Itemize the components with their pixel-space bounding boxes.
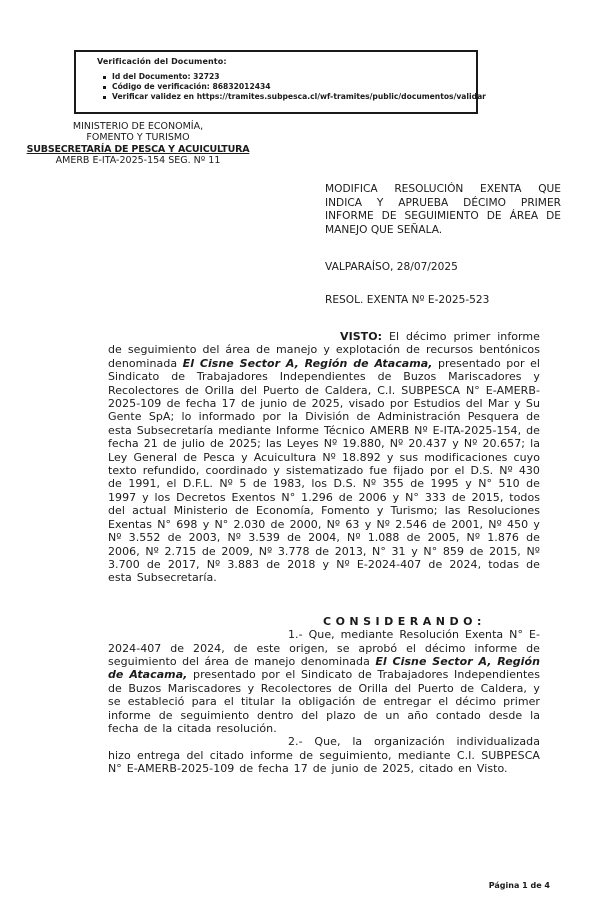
paragraph-1-text-after: presentado por el Sindicato de Trabajadores Independientes de Buzos Mariscadores y Recolectores de Orilla del Puerto de Caldera, y se estableció para el titular la obligación de entregar el décimo primer informe de seguimiento dentro del plazo de un año contado desde la fecha de la citada resolución. xyxy=(108,668,540,735)
paragraph-1-text-before: Que, mediante Resolución Exenta N° E-2024-407 de 2024, de este origen, se aprobó el décimo informe de seguimiento del área de manejo denominada xyxy=(108,628,540,668)
verification-item-document-id xyxy=(103,72,476,82)
document-body xyxy=(108,330,540,776)
visto-paragraph xyxy=(108,330,540,585)
verification-item-label: Id del Documento: 32723 xyxy=(112,72,220,81)
place-date: VALPARAÍSO, 28/07/2025 xyxy=(325,261,458,273)
page-number: Página 1 de 4 xyxy=(488,881,550,890)
subsecretaria-line: SUBSECRETARÍA DE PESCA Y ACUICULTURA xyxy=(26,143,250,155)
verification-item-code xyxy=(103,82,476,92)
visto-text-before: El décimo primer informe de seguimiento del área de manejo y explotación de recursos bentónicos denominada xyxy=(108,330,540,370)
amerb-name-emphasis: El Cisne Sector A, Región de Atacama, xyxy=(182,356,433,370)
bullet-icon xyxy=(103,86,106,89)
letterhead xyxy=(22,121,254,166)
resolution-subject: MODIFICA RESOLUCIÓN EXENTA QUE INDICA Y APRUEBA DÉCIMO PRIMER INFORME DE SEGUIMIENTO DE ÁREA DE MANEJO QUE SEÑALA. xyxy=(325,183,561,236)
verification-item-url xyxy=(103,92,486,102)
considerando-paragraph-2: 2.- Que, la organización individualizada hizo entrega del citado informe de seguimiento, mediante C.I. SUBPESCA N° E-AMERB-2025-109 de fecha 17 de junio de 2025, citado en Visto. xyxy=(108,735,540,776)
resolution-number: RESOL. EXENTA Nº E-2025-523 xyxy=(325,294,490,306)
amerb-name-emphasis: El Cisne Sector A, Región de Atacama, xyxy=(108,654,540,682)
verification-url-text: Verificar validez en https://tramites.subpesca.cl/wf-tramites/public/documentos/validar xyxy=(112,92,486,101)
visto-label: VISTO: xyxy=(340,330,383,343)
considerando-paragraph-1 xyxy=(108,628,540,735)
verification-box xyxy=(74,50,486,114)
ministry-line-2: FOMENTO Y TURISMO xyxy=(86,132,190,144)
paragraph-1-number: 1.- xyxy=(288,628,303,642)
verification-title: Verificación del Documento: xyxy=(97,57,227,66)
visto-text-after: presentado por el Sindicato de Trabajadores Independientes de Buzos Mariscadores y Recolectores de Orilla del Puerto de Caldera, C.I. SUBPESCA N° E-AMERB-2025-109 de fecha 17 de junio de 2025, visado por Estudios del Mar y Su Gente SpA; lo informado por la División de Administración Pesquera de esta Subsecretaría mediante Informe Técnico AMERB Nº E-ITA-2025-154, de fecha 21 de julio de 2025; las Leyes Nº 19.880, Nº 20.437 y Nº 20.657; la Ley General de Pesca y Acuicultura Nº 18.892 y sus modificaciones cuyo texto refundido, coordinado y sistematizado fue fijado por el D.S. Nº 430 de 1991, el D.F.L. Nº 5 de 1983, los D.S. Nº 355 de 1995 y N° 510 de 1997 y los Decretos Exentos N° 1.296 de 2006 y N° 333 de 2015, todos del actual Ministerio de Economía, Fomento y Turismo; las Resoluciones Exentas N° 698 y N° 2.030 de 2000, Nº 63 y Nº 2.546 de 2001, Nº 450 y Nº 3.552 de 2003, Nº 3.539 de 2004, Nº 1.088 de 2005, Nº 1.876 de 2006, Nº 2.715 de 2009, Nº 3.778 de 2013, N° 31 y N° 859 de 2015, Nº 3.700 de 2017, Nº 3.883 de 2018 y Nº E-2024-407 de 2024, todas de esta Subsecretaría. xyxy=(108,356,540,585)
verification-item-label: Código de verificación: 86832012434 xyxy=(112,82,271,91)
considerando-heading: CONSIDERANDO: xyxy=(323,614,486,628)
amerb-reference-line: AMERB E-ITA-2025-154 SEG. Nº 11 xyxy=(55,154,221,166)
bullet-icon xyxy=(103,96,106,99)
bullet-icon xyxy=(103,76,106,79)
ministry-line-1: MINISTERIO DE ECONOMÍA, xyxy=(72,121,204,132)
verification-list xyxy=(103,72,486,102)
